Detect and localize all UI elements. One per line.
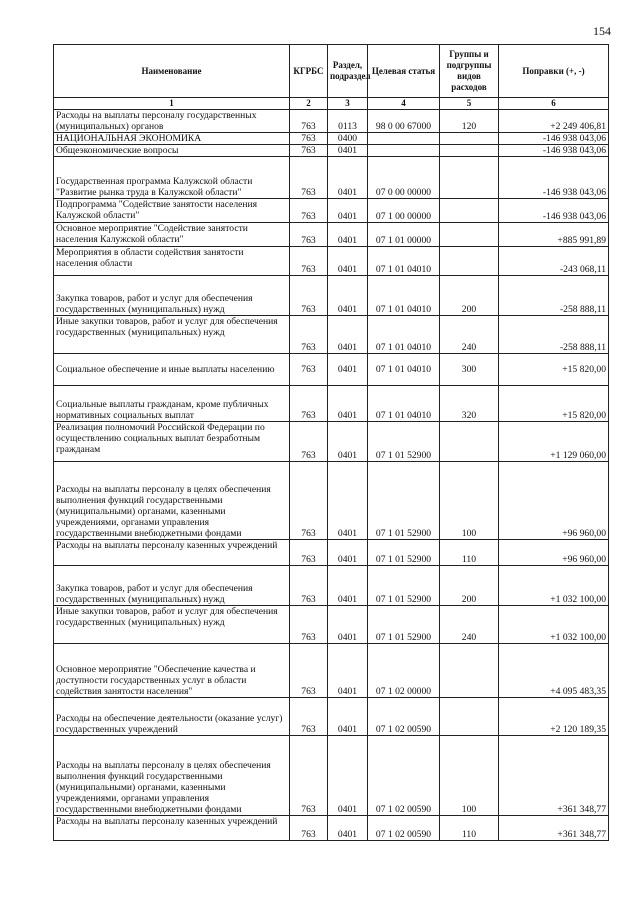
- row-target: 07 1 01 04010: [368, 276, 440, 316]
- row-name: Государственная программа Калужской области "Развитие рынка труда в Калужской области": [54, 157, 290, 199]
- row-target: 07 1 01 04010: [368, 316, 440, 354]
- row-section: 0401: [328, 422, 368, 462]
- row-kgrbs: 763: [290, 540, 328, 566]
- row-kgrbs: 763: [290, 698, 328, 736]
- table-row: [54, 145, 609, 157]
- row-target: 07 1 02 00590: [368, 736, 440, 816]
- table-row: [54, 386, 609, 422]
- row-target: 07 1 01 52900: [368, 606, 440, 644]
- row-target: 98 0 00 67000: [368, 110, 440, 133]
- row-amount: +1 129 060,00: [499, 422, 609, 462]
- row-section: 0401: [328, 145, 368, 157]
- row-section: 0401: [328, 276, 368, 316]
- table-row: [54, 199, 609, 223]
- row-name: Расходы на выплаты персоналу в целях обеспечения выполнения функций государственными (муниципальными) органами, казенными учреждениями, органами управления государственными внебюджетными фондами: [54, 462, 290, 540]
- row-group: [440, 247, 499, 276]
- row-amount: -146 938 043,06: [499, 199, 609, 223]
- row-group: [440, 145, 499, 157]
- row-section: 0401: [328, 199, 368, 223]
- row-kgrbs: 763: [290, 133, 328, 145]
- row-amount: +15 820,00: [499, 354, 609, 386]
- row-target: [368, 133, 440, 145]
- table-row: [54, 133, 609, 145]
- table-row: [54, 606, 609, 644]
- row-target: 07 1 01 52900: [368, 462, 440, 540]
- row-kgrbs: 763: [290, 276, 328, 316]
- row-name: Реализация полномочий Российской Федерации по осуществлению социальных выплат безработным гражданам: [54, 422, 290, 462]
- row-name: Расходы на выплаты персоналу казенных учреждений: [54, 540, 290, 566]
- row-kgrbs: 763: [290, 316, 328, 354]
- row-amount: +2 249 406,81: [499, 110, 609, 133]
- row-kgrbs: 763: [290, 223, 328, 247]
- row-amount: -258 888,11: [499, 276, 609, 316]
- row-amount: +361 348,77: [499, 736, 609, 816]
- row-name: Иные закупки товаров, работ и услуг для обеспечения государственных (муниципальных) нужд: [54, 606, 290, 644]
- row-group: [440, 422, 499, 462]
- row-kgrbs: 763: [290, 644, 328, 698]
- row-name: Расходы на выплаты персоналу в целях обеспечения выполнения функций государственными (муниципальными) органами, казенными учреждениями, органами управления государственными внебюджетными фондами: [54, 736, 290, 816]
- row-group: 320: [440, 386, 499, 422]
- row-section: 0401: [328, 386, 368, 422]
- row-target: 07 1 01 52900: [368, 422, 440, 462]
- table-row: [54, 110, 609, 133]
- row-group: 120: [440, 110, 499, 133]
- row-name: Закупка товаров, работ и услуг для обеспечения государственных (муниципальных) нужд: [54, 566, 290, 606]
- row-section: 0401: [328, 698, 368, 736]
- row-amount: +1 032 100,00: [499, 566, 609, 606]
- row-amount: +4 095 483,35: [499, 644, 609, 698]
- row-group: 240: [440, 316, 499, 354]
- row-group: 100: [440, 462, 499, 540]
- header-groups: Группы и подгруппы видов расходов: [440, 45, 499, 98]
- row-target: 07 1 02 00590: [368, 816, 440, 841]
- column-number: 2: [290, 98, 328, 110]
- row-kgrbs: 763: [290, 157, 328, 199]
- header-row: [54, 45, 609, 98]
- table-row: [54, 223, 609, 247]
- row-name: Общеэкономические вопросы: [54, 145, 290, 157]
- row-amount: -146 938 043,06: [499, 157, 609, 199]
- row-section: 0401: [328, 606, 368, 644]
- row-kgrbs: 763: [290, 606, 328, 644]
- row-group: [440, 157, 499, 199]
- row-target: 07 1 01 04010: [368, 354, 440, 386]
- row-target: 07 1 01 52900: [368, 566, 440, 606]
- header-kgrbs: КГРБС: [290, 45, 328, 98]
- row-amount: +361 348,77: [499, 816, 609, 841]
- row-section: 0401: [328, 316, 368, 354]
- row-name: Подпрограмма "Содействие занятости населения Калужской области": [54, 199, 290, 223]
- header-name: Наименование: [54, 45, 290, 98]
- header-target: Целевая статья: [368, 45, 440, 98]
- row-amount: -243 068,11: [499, 247, 609, 276]
- row-group: 110: [440, 816, 499, 841]
- table-row: [54, 816, 609, 841]
- column-number: 5: [440, 98, 499, 110]
- table-row: [54, 316, 609, 354]
- row-name: Иные закупки товаров, работ и услуг для обеспечения государственных (муниципальных) нужд: [54, 316, 290, 354]
- row-target: 07 0 00 00000: [368, 157, 440, 199]
- table-row: [54, 247, 609, 276]
- row-name: Расходы на обеспечение деятельности (оказание услуг) государственных учреждений: [54, 698, 290, 736]
- row-target: 07 1 01 00000: [368, 223, 440, 247]
- row-kgrbs: 763: [290, 110, 328, 133]
- row-target: 07 1 00 00000: [368, 199, 440, 223]
- header-section: Раздел, подраздел: [328, 45, 368, 98]
- row-amount: +885 991,89: [499, 223, 609, 247]
- row-group: [440, 133, 499, 145]
- table-row: [54, 422, 609, 462]
- table-row: [54, 698, 609, 736]
- row-group: [440, 644, 499, 698]
- row-section: 0401: [328, 540, 368, 566]
- row-section: 0401: [328, 354, 368, 386]
- row-amount: +96 960,00: [499, 462, 609, 540]
- row-name: Расходы на выплаты персоналу казенных учреждений: [54, 816, 290, 841]
- row-amount: -258 888,11: [499, 316, 609, 354]
- row-kgrbs: 763: [290, 199, 328, 223]
- row-amount: +1 032 100,00: [499, 606, 609, 644]
- row-amount: +15 820,00: [499, 386, 609, 422]
- row-section: 0401: [328, 566, 368, 606]
- row-name: Закупка товаров, работ и услуг для обеспечения государственных (муниципальных) нужд: [54, 276, 290, 316]
- row-section: 0400: [328, 133, 368, 145]
- row-section: 0401: [328, 644, 368, 698]
- row-name: Расходы на выплаты персоналу государственных (муниципальных) органов: [54, 110, 290, 133]
- row-kgrbs: 763: [290, 736, 328, 816]
- table-row: [54, 157, 609, 199]
- row-name: Социальные выплаты гражданам, кроме публичных нормативных социальных выплат: [54, 386, 290, 422]
- table-row: [54, 736, 609, 816]
- row-kgrbs: 763: [290, 354, 328, 386]
- row-amount: -146 938 043,06: [499, 145, 609, 157]
- table-row: [54, 276, 609, 316]
- row-name: Основное мероприятие "Содействие занятости населения Калужской области": [54, 223, 290, 247]
- header-amendments: Поправки (+, -): [499, 45, 609, 98]
- row-section: 0401: [328, 736, 368, 816]
- table-row: [54, 354, 609, 386]
- row-section: 0401: [328, 157, 368, 199]
- row-section: 0113: [328, 110, 368, 133]
- budget-amendments-table: [53, 44, 609, 841]
- row-section: 0401: [328, 462, 368, 540]
- row-section: 0401: [328, 223, 368, 247]
- row-group: 240: [440, 606, 499, 644]
- row-name: Мероприятия в области содействия занятости населения области: [54, 247, 290, 276]
- row-target: [368, 145, 440, 157]
- table-row: [54, 644, 609, 698]
- row-target: 07 1 01 52900: [368, 540, 440, 566]
- row-group: 200: [440, 276, 499, 316]
- row-section: 0401: [328, 816, 368, 841]
- row-kgrbs: 763: [290, 462, 328, 540]
- row-kgrbs: 763: [290, 816, 328, 841]
- column-number: 1: [54, 98, 290, 110]
- row-target: 07 1 02 00000: [368, 644, 440, 698]
- row-kgrbs: 763: [290, 566, 328, 606]
- row-kgrbs: 763: [290, 247, 328, 276]
- row-group: 110: [440, 540, 499, 566]
- row-amount: -146 938 043,06: [499, 133, 609, 145]
- row-group: [440, 223, 499, 247]
- column-number-row: [54, 98, 609, 110]
- column-number: 3: [328, 98, 368, 110]
- row-kgrbs: 763: [290, 386, 328, 422]
- page-number: 154: [593, 24, 611, 38]
- row-name: НАЦИОНАЛЬНАЯ ЭКОНОМИКА: [54, 133, 290, 145]
- row-target: 07 1 01 04010: [368, 247, 440, 276]
- row-target: 07 1 02 00590: [368, 698, 440, 736]
- table-row: [54, 540, 609, 566]
- row-name: Основное мероприятие "Обеспечение качества и доступности государственных услуг в области содействия занятости населения": [54, 644, 290, 698]
- row-amount: +2 120 189,35: [499, 698, 609, 736]
- row-group: 300: [440, 354, 499, 386]
- row-group: 100: [440, 736, 499, 816]
- row-amount: +96 960,00: [499, 540, 609, 566]
- column-number: 4: [368, 98, 440, 110]
- row-group: [440, 199, 499, 223]
- row-group: 200: [440, 566, 499, 606]
- table-row: [54, 566, 609, 606]
- row-group: [440, 698, 499, 736]
- row-kgrbs: 763: [290, 422, 328, 462]
- table-row: [54, 462, 609, 540]
- row-target: 07 1 01 04010: [368, 386, 440, 422]
- row-section: 0401: [328, 247, 368, 276]
- column-number: 6: [499, 98, 609, 110]
- row-kgrbs: 763: [290, 145, 328, 157]
- row-name: Социальное обеспечение и иные выплаты населению: [54, 354, 290, 386]
